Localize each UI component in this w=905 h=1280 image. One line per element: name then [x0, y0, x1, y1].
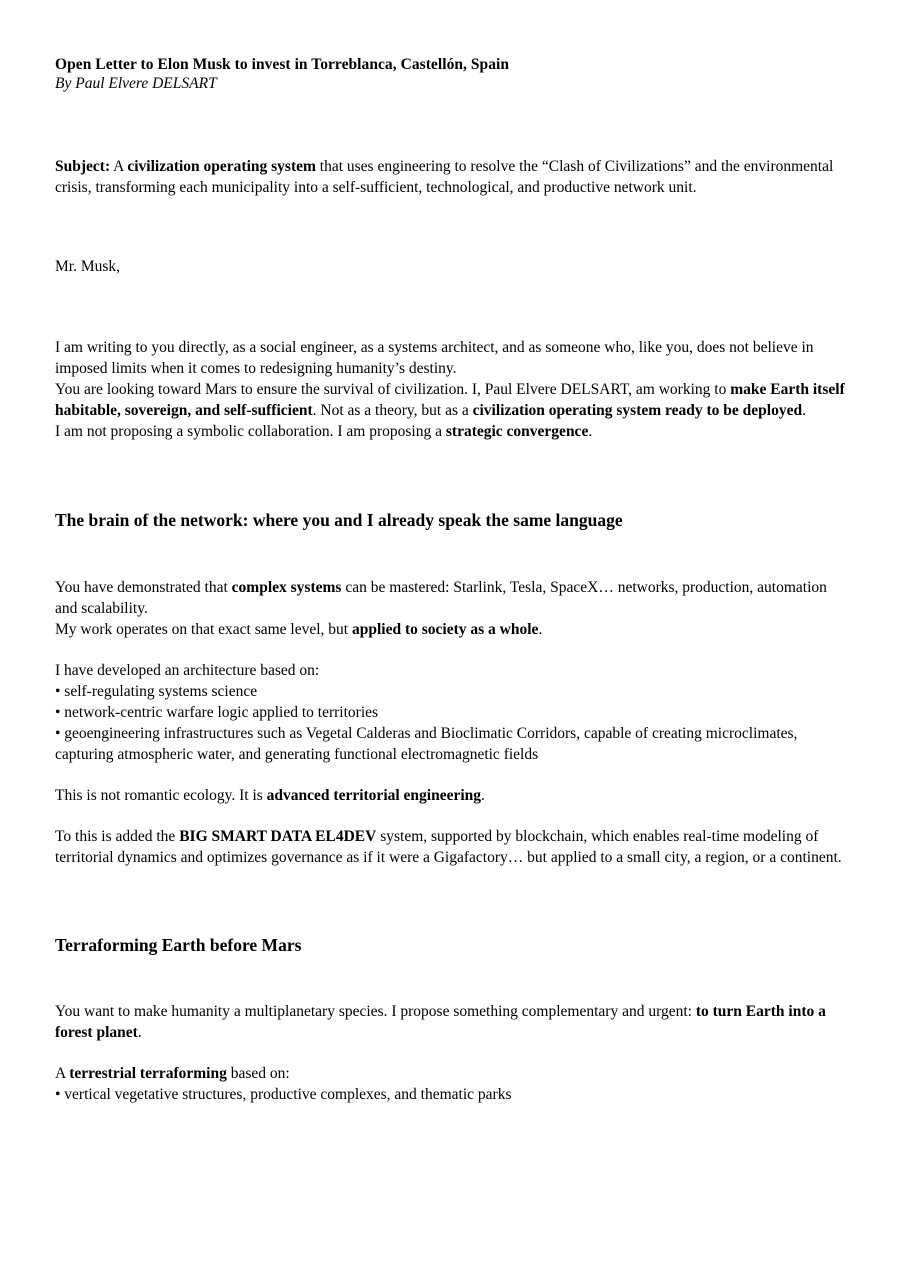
section2-paragraph-1	[55, 1001, 850, 1043]
section2-p1-b: .	[137, 1024, 142, 1041]
intro-line-2-c: .	[802, 402, 806, 419]
section1-p1-b: can be mastered: Starlink, Tesla, SpaceX… networks, production, automation and scalability.	[55, 579, 827, 617]
subject-paragraph	[55, 156, 850, 198]
section2-p2-bold: terrestrial terraforming	[69, 1065, 227, 1082]
subject-lead: A	[110, 158, 128, 175]
page-title: Open Letter to Elon Musk to invest in Torreblanca, Castellón, Spain	[55, 56, 510, 73]
spacer-before-heading-2	[55, 868, 850, 934]
list-item: • self-regulating systems science	[55, 683, 258, 700]
section1-p1-bold: complex systems	[231, 579, 342, 596]
list-item: • vertical vegetative structures, productive complexes, and thematic parks	[55, 1086, 512, 1103]
salutation: Mr. Musk,	[55, 258, 121, 275]
section2-p2-a: A	[55, 1065, 70, 1082]
spacer-before-salutation	[55, 198, 850, 256]
spacer-before-subject	[55, 93, 850, 156]
section2-p1-a: You want to make humanity a multiplanetary species. I propose something complementary and urgent:	[55, 1003, 696, 1020]
intro-line-3	[55, 421, 850, 442]
intro-line-2-a: You are looking toward Mars to ensure the survival of civilization. I, Paul Elvere DELSART, am working to	[55, 381, 731, 398]
list-item: • geoengineering infrastructures such as Vegetal Calderas and Bioclimatic Corridors, capable of creating microclimates, capturing atmospheric water, and generating functional electromagnetic fields	[55, 725, 798, 763]
intro-line-2-bold-2: civilization operating system ready to be deployed	[472, 402, 803, 419]
bigdata-paragraph	[55, 826, 850, 868]
spacer-before-intro	[55, 277, 850, 337]
bigdata-bold: BIG SMART DATA EL4DEV	[179, 828, 377, 845]
section2-paragraph-2	[55, 1063, 850, 1084]
section1-paragraph-2	[55, 619, 850, 640]
spacer-before-ecology	[55, 765, 850, 785]
ecology-paragraph	[55, 785, 850, 806]
section1-paragraph-1	[55, 577, 850, 619]
section1-p1-a: You have demonstrated that	[55, 579, 232, 596]
section1-p2-a: My work operates on that exact same level, but	[55, 621, 352, 638]
spacer-before-terraforming-list	[55, 1043, 850, 1063]
section2-p1-bold: to turn Earth into a forest planet	[55, 1003, 826, 1041]
ecology-b: .	[481, 787, 485, 804]
document-content	[55, 55, 850, 1105]
intro-line-3-b: .	[588, 423, 593, 440]
intro-line-2	[55, 379, 850, 421]
intro-line-1: I am writing to you directly, as a social engineer, as a systems architect, and as someone who, like you, does not believe in imposed limits when it comes to redesigning humanity’s destiny.	[55, 339, 814, 377]
architecture-list-intro: I have developed an architecture based on:	[55, 662, 320, 679]
spacer-after-heading-2	[55, 956, 850, 1001]
intro-line-2-b: . Not as a theory, but as a	[312, 402, 473, 419]
bigdata-b: system, supported by blockchain, which enables real-time modeling of territorial dynamics and optimizes governance as if it were a Gigafactory… but applied to a small city, a region, or a continent.	[55, 828, 842, 866]
intro-line-2-bold-1: make Earth itself habitable, sovereign, and self-sufficient	[55, 381, 845, 419]
spacer-before-architecture-list	[55, 640, 850, 660]
section-heading-brain-of-network: The brain of the network: where you and I already speak the same language	[55, 510, 623, 530]
subject-bold-term: civilization operating system	[127, 158, 316, 175]
subject-rest: that uses engineering to resolve the “Clash of Civilizations” and the environmental crisis, transforming each municipality into a self-sufficient, technological, and productive network unit.	[55, 158, 834, 196]
subject-label: Subject:	[55, 158, 111, 175]
intro-line-3-a: I am not proposing a symbolic collaboration. I am proposing a	[55, 423, 446, 440]
list-item: • network-centric warfare logic applied to territories	[55, 704, 379, 721]
bigdata-a: To this is added the	[55, 828, 180, 845]
spacer-after-heading-1	[55, 531, 850, 577]
section1-p2-b: .	[538, 621, 543, 638]
section2-p2-b: based on:	[226, 1065, 290, 1082]
intro-line-3-bold: strategic convergence	[445, 423, 589, 440]
section1-p2-bold: applied to society as a whole	[352, 621, 539, 638]
ecology-a: This is not romantic ecology. It is	[55, 787, 267, 804]
spacer-before-heading-1	[55, 442, 850, 509]
document-author: By Paul Elvere DELSART	[55, 75, 217, 92]
spacer-before-bigdata	[55, 806, 850, 826]
section-heading-terraforming-earth: Terraforming Earth before Mars	[55, 935, 302, 955]
ecology-bold: advanced territorial engineering	[266, 787, 482, 804]
